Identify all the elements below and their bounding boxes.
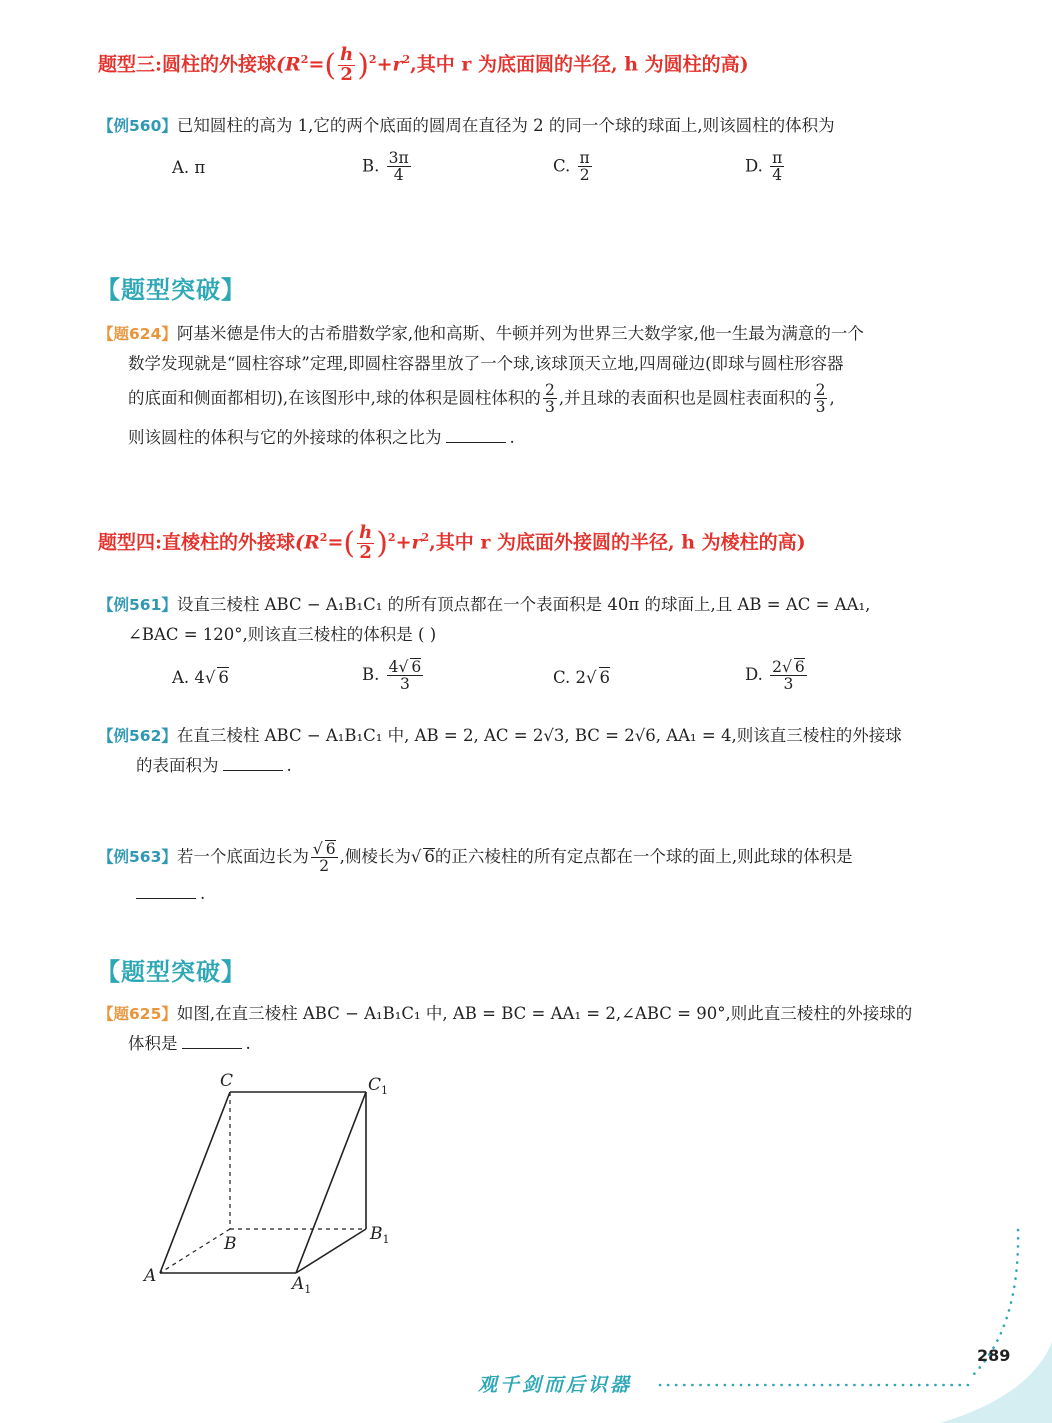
option-a: A. 4√ 6 <box>172 668 229 687</box>
example-562-line2: 的表面积为 . <box>136 756 292 775</box>
question-625-line2: 体积是 . <box>128 1034 251 1053</box>
page-corner-decoration <box>640 1220 1052 1423</box>
option-c: C. $\frac{\pi}{2}$ <box>553 149 590 185</box>
vertex-label-B1: $B_1$ <box>370 1224 390 1246</box>
example-561-line2: ∠BAC = 120°,则该直三棱柱的体积是 ( ) <box>128 625 437 644</box>
question-624-line3: 的底面和侧面都相切),在该图形中,球的体积是圆柱体积的 $\frac{2}{3}$ ,并且球的表面积也是圆柱表面积的 $\frac{2}{3}$ , <box>128 381 835 417</box>
edge-C1A1 <box>296 1092 366 1273</box>
question-label: 【题625】 <box>98 1005 177 1023</box>
example-label: 【例560】 <box>98 117 177 135</box>
edge-AC <box>160 1092 230 1273</box>
vertex-label-A1: $A_1$ <box>292 1274 312 1296</box>
option-b: B. $\frac{3\pi}{4}$ <box>362 149 409 185</box>
option-a: A. π <box>172 158 206 177</box>
example-563-line2: . <box>136 886 205 903</box>
example-label: 【例562】 <box>98 727 177 745</box>
section-breakthrough: 【题型突破】 <box>96 276 246 304</box>
answer-blank[interactable] <box>446 442 506 443</box>
example-label: 【例563】 <box>98 847 177 866</box>
question-624: 【题624】阿基米德是伟大的古希腊数学家,他和高斯、牛顿并列为世界三大数学家,他一生最为满意的一个 <box>98 324 864 343</box>
example-563: 【例563】若一个底面边长为 $\frac{√ 6}{2}$ ,侧棱长为√ 6的正六棱柱的所有定点都在一个球的面上,则此球的体积是 <box>98 840 853 876</box>
answer-blank[interactable] <box>182 1048 242 1049</box>
edge-BA-hidden <box>160 1229 230 1273</box>
page-number: 289 <box>977 1346 1011 1365</box>
answer-blank[interactable] <box>136 898 196 899</box>
example-label: 【例561】 <box>98 596 177 614</box>
question-625: 【题625】如图,在直三棱柱 ABC − A₁B₁C₁ 中, AB = BC = AA₁ = 2,∠ABC = 90°,则此直三棱柱的外接球的 <box>98 1004 913 1023</box>
option-b: B. $\frac{4√ 6}{3}$ <box>362 658 422 694</box>
answer-blank[interactable] <box>223 770 283 771</box>
example-561: 【例561】设直三棱柱 ABC − A₁B₁C₁ 的所有顶点都在一个表面积是 40π 的球面上,且 AB = AC = AA₁, <box>98 595 871 614</box>
vertex-label-B: B <box>224 1234 237 1254</box>
edge-B1A1 <box>296 1229 366 1273</box>
section-breakthrough: 【题型突破】 <box>96 958 246 986</box>
prism-figure <box>130 1060 420 1300</box>
vertex-label-C1: $C_1$ <box>368 1075 389 1097</box>
example-562: 【例562】在直三棱柱 ABC − A₁B₁C₁ 中, AB = 2, AC = 2√3, BC = 2√6, AA₁ = 4,则该直三棱柱的外接球 <box>98 726 902 745</box>
type3-title: 题型三:圆柱的外接球($R^2=$( $\frac{h}{2}$ )$^2+r^2$,其中 r 为底面圆的半径, h 为圆柱的高) <box>98 44 749 85</box>
example-560: 【例560】已知圆柱的高为 1,它的两个底面的圆周在直径为 2 的同一个球的球面上,则该圆柱的体积为 <box>98 116 835 135</box>
vertex-label-A: A <box>144 1266 157 1286</box>
question-label: 【题624】 <box>98 325 177 343</box>
question-624-line2: 数学发现就是“圆柱容球”定理,即圆柱容器里放了一个球,该球顶天立地,四周碰边(即球与圆柱形容器 <box>128 354 844 373</box>
type4-title: 题型四:直棱柱的外接球($R^2=$( $\frac{h}{2}$ )$^2+r^2$,其中 r 为底面外接圆的半径, h 为棱柱的高) <box>98 522 806 563</box>
option-c: C. 2√ 6 <box>553 668 611 687</box>
option-d: D. $\frac{\pi}{4}$ <box>745 149 783 185</box>
footer-motto: 观千剑而后识器 <box>478 1374 633 1396</box>
option-d: D. $\frac{2√ 6}{3}$ <box>745 658 805 694</box>
vertex-label-C: C <box>220 1071 234 1091</box>
question-624-line4: 则该圆柱的体积与它的外接球的体积之比为 . <box>128 428 515 447</box>
